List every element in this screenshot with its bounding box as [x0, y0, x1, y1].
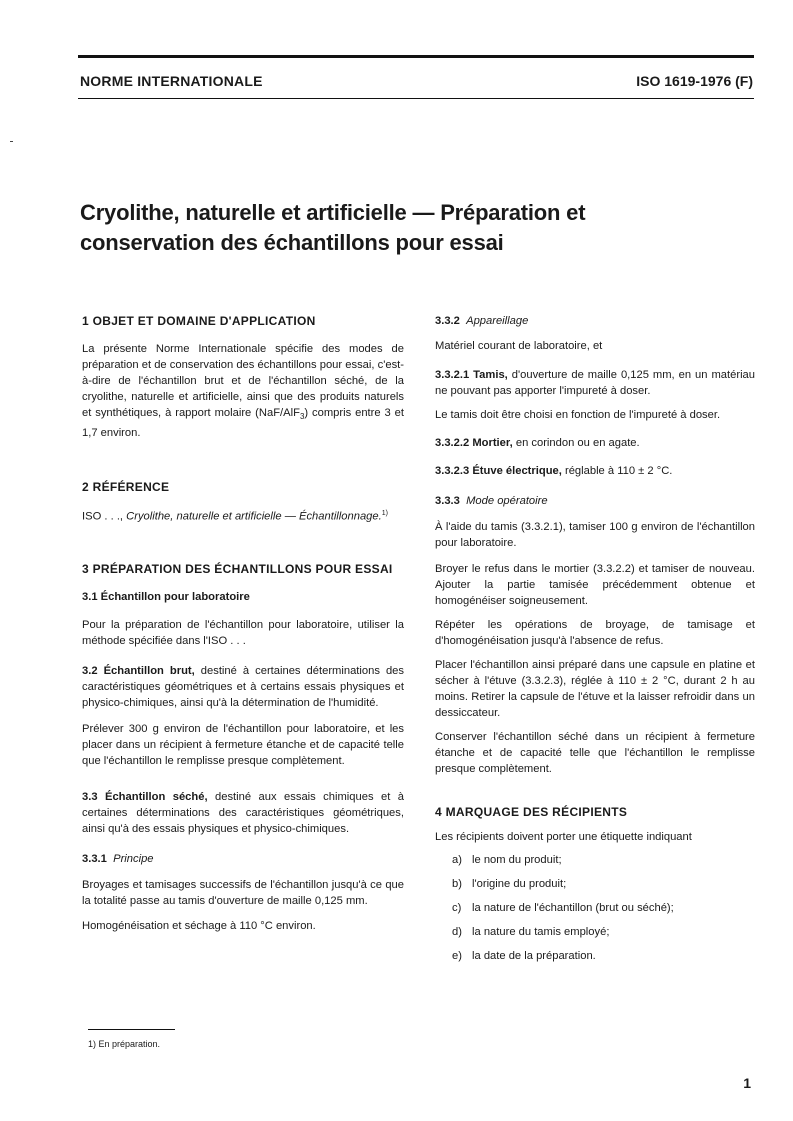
- left-column: [82, 313, 404, 934]
- title-line-1: Cryolithe, naturelle et artificielle — Préparation et: [80, 200, 586, 225]
- section-4-text: Les récipients doivent porter une étiquette indiquant: [435, 831, 692, 843]
- header-rule: [78, 98, 754, 99]
- right-column: [435, 313, 755, 964]
- section-2-text: ISO . . ., Cryolithe, naturelle et artificielle — Échantillonnage.$^{1)}$: [82, 510, 388, 523]
- section-3-3-1-title: 3.3.1 Principe: [82, 852, 154, 865]
- section-3-1-title: 3.1 Échantillon pour laboratoire: [82, 590, 250, 603]
- section-3-3-3-text-4: Placer l'échantillon ainsi préparé dans une capsule en platine et sécher à l'étuve (3.3.2.3), réglée à 110 ± 2 °C, durant 2 h au moins. Retirer la capsule de l'étuve et la laisser refroidir dans un dessiccateur.: [435, 659, 755, 719]
- section-3-3-2-2-text: 3.3.2.2 Mortier, en corindon ou en agate.: [435, 437, 640, 449]
- footnote: 1) En préparation.: [88, 1039, 161, 1049]
- section-3-3-1-text-2: Homogénéisation et séchage à 110 °C environ.: [82, 919, 316, 932]
- list-item: a) le nom du produit;: [452, 854, 562, 866]
- section-3-3-2-title: 3.3.2 Appareillage: [435, 315, 529, 327]
- header-standard-number: ISO 1619-1976 (F): [636, 73, 753, 89]
- section-3-3-2-1-text: 3.3.2.1 Tamis, d'ouverture de maille 0,125 mm, en un matériau ne pouvant pas apporter l'impureté à doser.: [435, 369, 755, 397]
- section-3-3-2-1-text-2: Le tamis doit être choisi en fonction de l'impureté à doser.: [435, 409, 721, 421]
- scan-mark: [10, 141, 13, 142]
- section-2-title: 2 RÉFÉRENCE: [82, 480, 170, 495]
- section-3-3-text: 3.3 Échantillon séché, destiné aux essais chimiques et à certaines déterminations des caractéristiques géométriques, ainsi qu'à des essais physiques et physico-chimiques.: [82, 790, 404, 835]
- section-3-3-3-text-3: Répéter les opérations de broyage, de tamisage et d'homogénéisation jusqu'à l'absence de refus.: [435, 619, 755, 647]
- section-3-3-2-text: Matériel courant de laboratoire, et: [435, 340, 603, 352]
- section-3-3-1-text: Broyages et tamisages successifs de l'échantillon jusqu'à ce que la totalité passe au tamis d'ouverture de maille 0,125 mm.: [82, 878, 404, 907]
- section-1-text: La présente Norme Internationale spécifie des modes de préparation et de conservation des échantillons pour essai, c'est-à-dire de l'échantillon brut et de l'échantillon séché, de la cryolithe, naturelle et artificielle, ainsi que des produits naturels et synthétiques, à rapport molaire (NaF/AlF$_3$) compris entre 3 et 1,7 environ.: [82, 343, 404, 440]
- list-item: e) la date de la préparation.: [452, 950, 596, 962]
- list-item: c) la nature de l'échantillon (brut ou séché);: [452, 902, 674, 914]
- section-3-1-text: Pour la préparation de l'échantillon pour laboratoire, utiliser la méthode spécifiée dans l'ISO . . .: [82, 618, 404, 647]
- top-rule: [78, 55, 754, 58]
- section-3-3-3-text-5: Conserver l'échantillon séché dans un récipient à fermeture étanche et de capacité telle que l'échantillon le remplisse presque complètement.: [435, 731, 755, 775]
- header-standard-type: NORME INTERNATIONALE: [80, 73, 263, 89]
- section-3-2-text: 3.2 Échantillon brut, destiné à certaines déterminations des caractéristiques géométriques et à certains essais physiques et physico-chimiques, ainsi qu'à la détermination de l'humidité.: [82, 664, 404, 709]
- page-number: 1: [743, 1075, 751, 1091]
- section-3-3-3-title: 3.3.3 Mode opératoire: [435, 495, 548, 507]
- section-4-list: [435, 852, 755, 964]
- footnote-ref: 1): [381, 510, 388, 518]
- section-4-title: 4 MARQUAGE DES RÉCIPIENTS: [435, 805, 628, 819]
- list-item: d) la nature du tamis employé;: [452, 926, 610, 938]
- section-3-3-2-3-text: 3.3.2.3 Étuve électrique, réglable à 110 ± 2 °C.: [435, 465, 673, 477]
- page-title: [80, 198, 720, 258]
- section-3-2-text-2: Prélever 300 g environ de l'échantillon pour laboratoire, et les placer dans un récipient à fermeture étanche et de capacité telle que l'échantillon le remplisse presque complètement.: [82, 722, 404, 767]
- list-item: b) l'origine du produit;: [452, 878, 567, 890]
- section-3-3-3-text-1: À l'aide du tamis (3.3.2.1), tamiser 100 g environ de l'échantillon pour laboratoire.: [435, 521, 755, 549]
- section-3-3-3-text-2: Broyer le refus dans le mortier (3.3.2.2) et tamiser de nouveau. Ajouter la partie tamisée précédemment obtenue et homogénéiser soigneusement.: [435, 563, 755, 607]
- title-line-2: conservation des échantillons pour essai: [80, 230, 504, 255]
- section-1-title: 1 OBJET ET DOMAINE D'APPLICATION: [82, 314, 316, 328]
- section-3-title: 3 PRÉPARATION DES ÉCHANTILLONS POUR ESSAI: [82, 561, 393, 576]
- footnote-rule: [88, 1029, 175, 1030]
